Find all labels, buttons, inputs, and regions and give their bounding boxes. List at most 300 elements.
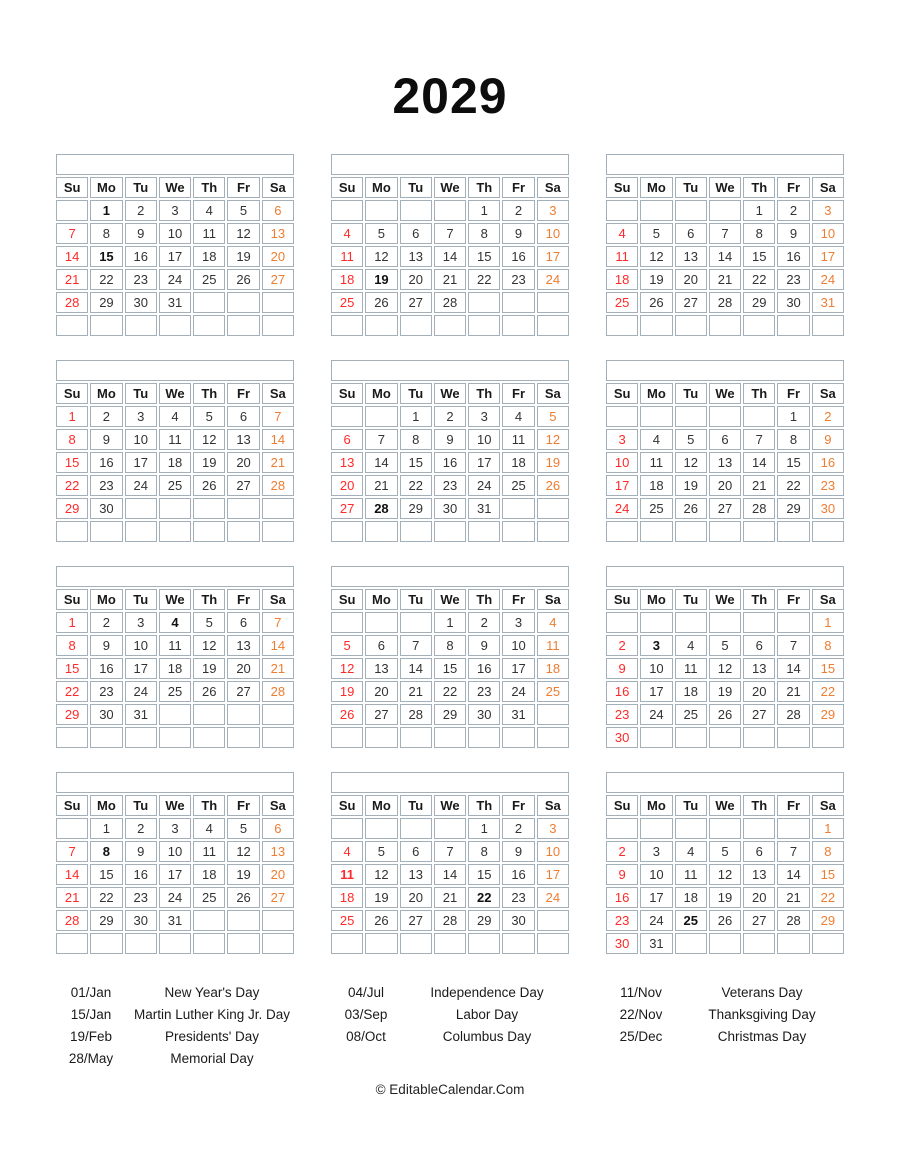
legend-row — [329, 1026, 571, 1048]
week-row — [56, 910, 294, 931]
date-cell: 26 — [227, 269, 259, 290]
day-headers-row — [56, 383, 294, 404]
day-header: Su — [56, 795, 88, 816]
date-cell: 29 — [777, 498, 809, 519]
day-header: Mo — [365, 795, 397, 816]
day-header: We — [709, 177, 741, 198]
empty-cell — [331, 406, 363, 427]
date-cell: 4 — [640, 429, 672, 450]
week-row — [606, 223, 844, 244]
week-row — [331, 704, 569, 725]
week-row — [331, 200, 569, 221]
date-cell: 17 — [502, 658, 534, 679]
date-cell: 12 — [193, 635, 225, 656]
week-row — [331, 292, 569, 313]
empty-cell — [365, 200, 397, 221]
date-cell: 5 — [193, 406, 225, 427]
empty-cell — [365, 818, 397, 839]
empty-cell — [159, 521, 191, 542]
empty-cell — [125, 315, 157, 336]
empty-cell — [502, 933, 534, 954]
week-row — [331, 406, 569, 427]
date-cell: 27 — [331, 498, 363, 519]
date-cell: 23 — [125, 269, 157, 290]
date-cell: 16 — [606, 887, 638, 908]
date-cell: 26 — [640, 292, 672, 313]
day-header: We — [434, 589, 466, 610]
date-cell: 22 — [812, 681, 844, 702]
month-dates — [56, 406, 294, 542]
week-row — [56, 246, 294, 267]
empty-cell — [812, 315, 844, 336]
date-cell: 1 — [434, 612, 466, 633]
date-cell: 20 — [400, 269, 432, 290]
date-cell: 6 — [709, 429, 741, 450]
empty-cell — [331, 933, 363, 954]
legend-holiday-name: Memorial Day — [170, 1051, 254, 1066]
week-row — [331, 246, 569, 267]
date-cell: 1 — [743, 200, 775, 221]
date-cell: 30 — [125, 910, 157, 931]
date-cell: 24 — [812, 269, 844, 290]
week-row — [606, 452, 844, 473]
empty-cell — [434, 521, 466, 542]
empty-cell — [468, 315, 500, 336]
empty-cell — [193, 727, 225, 748]
empty-cell — [125, 498, 157, 519]
date-cell: 6 — [331, 429, 363, 450]
date-cell: 12 — [331, 658, 363, 679]
legend-holiday-name: Christmas Day — [717, 1029, 807, 1044]
empty-cell — [227, 727, 259, 748]
date-cell: 26 — [331, 704, 363, 725]
empty-cell — [434, 818, 466, 839]
empty-cell — [537, 292, 569, 313]
date-cell: 30 — [606, 933, 638, 954]
empty-cell — [400, 933, 432, 954]
date-cell: 6 — [400, 223, 432, 244]
date-cell: 3 — [125, 612, 157, 633]
week-row — [56, 727, 294, 748]
date-cell: 19 — [227, 246, 259, 267]
date-cell: 15 — [434, 658, 466, 679]
week-row — [606, 864, 844, 885]
empty-cell — [331, 315, 363, 336]
date-cell: 26 — [193, 475, 225, 496]
day-header: Mo — [365, 589, 397, 610]
week-row — [331, 635, 569, 656]
day-header: Fr — [227, 795, 259, 816]
months-grid — [54, 152, 846, 956]
day-headers-row — [56, 177, 294, 198]
date-cell: 11 — [606, 246, 638, 267]
week-row — [331, 658, 569, 679]
empty-cell — [675, 933, 707, 954]
week-row — [606, 475, 844, 496]
day-header: Sa — [812, 383, 844, 404]
date-cell: 7 — [709, 223, 741, 244]
date-cell: 5 — [537, 406, 569, 427]
day-header: Th — [743, 795, 775, 816]
date-cell: 16 — [434, 452, 466, 473]
day-header: Fr — [502, 383, 534, 404]
date-cell: 27 — [400, 910, 432, 931]
empty-cell — [331, 521, 363, 542]
date-cell: 24 — [537, 269, 569, 290]
date-cell: 23 — [90, 475, 122, 496]
week-row — [56, 292, 294, 313]
legend-column — [54, 982, 296, 1070]
date-cell: 13 — [262, 841, 294, 862]
date-cell: 13 — [227, 429, 259, 450]
day-header: Mo — [365, 177, 397, 198]
date-cell: 14 — [262, 635, 294, 656]
date-cell: 9 — [125, 841, 157, 862]
date-cell: 11 — [537, 635, 569, 656]
empty-cell — [159, 933, 191, 954]
date-cell: 27 — [743, 704, 775, 725]
empty-cell — [502, 292, 534, 313]
date-cell: 2 — [777, 200, 809, 221]
empty-cell — [227, 315, 259, 336]
date-cell: 14 — [777, 658, 809, 679]
week-row — [606, 612, 844, 633]
day-header: Tu — [125, 589, 157, 610]
date-cell: 6 — [743, 635, 775, 656]
day-header: Tu — [125, 795, 157, 816]
empty-cell — [777, 612, 809, 633]
legend-row — [54, 1048, 296, 1070]
date-cell: 23 — [502, 887, 534, 908]
week-row — [56, 498, 294, 519]
date-cell: 6 — [262, 200, 294, 221]
date-cell: 25 — [159, 681, 191, 702]
month-dates — [331, 406, 569, 542]
date-cell: 4 — [159, 406, 191, 427]
date-cell: 6 — [675, 223, 707, 244]
date-cell: 20 — [675, 269, 707, 290]
date-cell: 1 — [812, 818, 844, 839]
holiday-legend — [54, 982, 846, 1070]
date-cell: 7 — [262, 406, 294, 427]
month-header: SEPTEMBER — [606, 566, 844, 587]
date-cell: 15 — [468, 246, 500, 267]
empty-cell — [90, 933, 122, 954]
empty-cell — [709, 727, 741, 748]
date-cell: 3 — [125, 406, 157, 427]
date-cell: 3 — [159, 818, 191, 839]
week-row — [56, 841, 294, 862]
date-cell: 18 — [675, 681, 707, 702]
legend-holiday-name: New Year's Day — [164, 985, 260, 1000]
day-header: Su — [606, 383, 638, 404]
empty-cell — [812, 727, 844, 748]
empty-cell — [125, 933, 157, 954]
date-cell: 19 — [193, 658, 225, 679]
date-cell: 8 — [812, 635, 844, 656]
date-cell: 19 — [331, 681, 363, 702]
date-cell: 25 — [675, 704, 707, 725]
date-cell: 21 — [777, 887, 809, 908]
day-header: Sa — [537, 383, 569, 404]
date-cell: 16 — [125, 864, 157, 885]
week-row — [331, 727, 569, 748]
empty-cell — [90, 521, 122, 542]
date-cell: 22 — [56, 475, 88, 496]
date-cell: 22 — [90, 269, 122, 290]
empty-cell — [227, 933, 259, 954]
date-cell: 13 — [743, 658, 775, 679]
empty-cell — [125, 727, 157, 748]
month-calendar — [54, 770, 296, 956]
date-cell: 12 — [227, 841, 259, 862]
date-cell: 11 — [193, 841, 225, 862]
day-header: Tu — [675, 795, 707, 816]
date-cell: 20 — [331, 475, 363, 496]
empty-cell — [365, 727, 397, 748]
week-row — [606, 521, 844, 542]
date-cell: 26 — [193, 681, 225, 702]
date-cell: 9 — [812, 429, 844, 450]
empty-cell — [743, 933, 775, 954]
empty-cell — [640, 727, 672, 748]
week-row — [606, 681, 844, 702]
empty-cell — [675, 315, 707, 336]
date-cell: 2 — [468, 612, 500, 633]
date-cell: 23 — [812, 475, 844, 496]
date-cell: 10 — [812, 223, 844, 244]
date-cell: 26 — [227, 887, 259, 908]
date-cell: 9 — [90, 429, 122, 450]
date-cell: 2 — [434, 406, 466, 427]
date-cell: 17 — [606, 475, 638, 496]
date-cell: 11 — [675, 864, 707, 885]
date-cell: 15 — [812, 864, 844, 885]
legend-row — [54, 982, 296, 1004]
date-cell: 18 — [331, 887, 363, 908]
empty-cell — [125, 521, 157, 542]
legend-holiday-date: 25/Dec — [619, 1029, 663, 1044]
empty-cell — [709, 612, 741, 633]
holiday-date-cell: 11 — [331, 864, 363, 885]
empty-cell — [537, 315, 569, 336]
date-cell: 12 — [675, 452, 707, 473]
date-cell: 7 — [434, 223, 466, 244]
week-row — [606, 429, 844, 450]
empty-cell — [640, 315, 672, 336]
date-cell: 7 — [262, 612, 294, 633]
empty-cell — [159, 727, 191, 748]
date-cell: 16 — [125, 246, 157, 267]
date-cell: 17 — [125, 452, 157, 473]
date-cell: 12 — [365, 246, 397, 267]
date-cell: 25 — [640, 498, 672, 519]
date-cell: 7 — [777, 841, 809, 862]
date-cell: 17 — [537, 864, 569, 885]
day-header: Fr — [227, 177, 259, 198]
date-cell: 12 — [709, 864, 741, 885]
legend-holiday-name: Thanksgiving Day — [708, 1007, 816, 1022]
empty-cell — [193, 498, 225, 519]
empty-cell — [331, 727, 363, 748]
date-cell: 4 — [331, 223, 363, 244]
date-cell: 11 — [331, 246, 363, 267]
day-header: Fr — [777, 795, 809, 816]
empty-cell — [90, 315, 122, 336]
date-cell: 24 — [159, 269, 191, 290]
day-header: Su — [606, 795, 638, 816]
legend-row — [604, 1004, 846, 1026]
date-cell: 18 — [537, 658, 569, 679]
empty-cell — [640, 200, 672, 221]
date-cell: 17 — [640, 887, 672, 908]
day-header: Fr — [777, 177, 809, 198]
month-calendar — [329, 152, 571, 338]
date-cell: 27 — [262, 269, 294, 290]
month-header: JANUARY — [56, 154, 294, 175]
date-cell: 31 — [159, 292, 191, 313]
date-cell: 31 — [125, 704, 157, 725]
empty-cell — [400, 315, 432, 336]
week-row — [331, 223, 569, 244]
date-cell: 28 — [56, 910, 88, 931]
date-cell: 15 — [56, 658, 88, 679]
date-cell: 5 — [675, 429, 707, 450]
date-cell: 24 — [640, 910, 672, 931]
date-cell: 8 — [56, 635, 88, 656]
empty-cell — [193, 521, 225, 542]
day-header: Fr — [227, 589, 259, 610]
date-cell: 18 — [675, 887, 707, 908]
day-header: Sa — [537, 177, 569, 198]
day-header: Fr — [502, 795, 534, 816]
date-cell: 14 — [777, 864, 809, 885]
week-row — [606, 292, 844, 313]
date-cell: 10 — [468, 429, 500, 450]
month-calendar — [604, 152, 846, 338]
month-dates — [331, 200, 569, 336]
date-cell: 9 — [434, 429, 466, 450]
week-row — [331, 475, 569, 496]
empty-cell — [777, 315, 809, 336]
empty-cell — [777, 818, 809, 839]
date-cell: 10 — [502, 635, 534, 656]
date-cell: 6 — [262, 818, 294, 839]
date-cell: 11 — [159, 635, 191, 656]
day-header: We — [709, 589, 741, 610]
empty-cell — [709, 933, 741, 954]
week-row — [56, 452, 294, 473]
week-row — [606, 727, 844, 748]
date-cell: 29 — [468, 910, 500, 931]
empty-cell — [262, 315, 294, 336]
date-cell: 6 — [365, 635, 397, 656]
date-cell: 4 — [502, 406, 534, 427]
day-header: Sa — [812, 589, 844, 610]
date-cell: 31 — [502, 704, 534, 725]
month-header: JUNE — [606, 360, 844, 381]
date-cell: 23 — [606, 704, 638, 725]
date-cell: 19 — [227, 864, 259, 885]
date-cell: 4 — [193, 200, 225, 221]
week-row — [331, 269, 569, 290]
empty-cell — [709, 200, 741, 221]
date-cell: 21 — [365, 475, 397, 496]
date-cell: 21 — [434, 269, 466, 290]
date-cell: 9 — [777, 223, 809, 244]
date-cell: 13 — [400, 864, 432, 885]
week-row — [331, 887, 569, 908]
date-cell: 3 — [537, 200, 569, 221]
empty-cell — [502, 727, 534, 748]
legend-row — [604, 982, 846, 1004]
month-header: NOVEMBER — [331, 772, 569, 793]
empty-cell — [331, 612, 363, 633]
month-header: MARCH — [606, 154, 844, 175]
day-header: Fr — [777, 383, 809, 404]
date-cell: 28 — [262, 681, 294, 702]
day-header: Sa — [262, 795, 294, 816]
empty-cell — [400, 818, 432, 839]
date-cell: 27 — [262, 887, 294, 908]
week-row — [331, 841, 569, 862]
empty-cell — [365, 521, 397, 542]
date-cell: 24 — [159, 887, 191, 908]
date-cell: 3 — [537, 818, 569, 839]
week-row — [56, 200, 294, 221]
date-cell: 14 — [743, 452, 775, 473]
day-header: Th — [468, 383, 500, 404]
date-cell: 12 — [193, 429, 225, 450]
empty-cell — [606, 200, 638, 221]
date-cell: 30 — [777, 292, 809, 313]
empty-cell — [709, 406, 741, 427]
date-cell: 2 — [606, 635, 638, 656]
week-row — [331, 818, 569, 839]
date-cell: 28 — [400, 704, 432, 725]
date-cell: 19 — [365, 887, 397, 908]
date-cell: 28 — [777, 704, 809, 725]
date-cell: 3 — [159, 200, 191, 221]
week-row — [606, 910, 844, 931]
date-cell: 20 — [227, 658, 259, 679]
week-row — [56, 933, 294, 954]
date-cell: 2 — [502, 818, 534, 839]
empty-cell — [537, 704, 569, 725]
date-cell: 2 — [812, 406, 844, 427]
month-header: DECEMBER — [606, 772, 844, 793]
date-cell: 30 — [90, 704, 122, 725]
date-cell: 3 — [640, 841, 672, 862]
date-cell: 18 — [193, 864, 225, 885]
empty-cell — [640, 406, 672, 427]
date-cell: 30 — [606, 727, 638, 748]
empty-cell — [227, 498, 259, 519]
date-cell: 28 — [56, 292, 88, 313]
date-cell: 17 — [159, 246, 191, 267]
date-cell: 9 — [606, 864, 638, 885]
empty-cell — [743, 818, 775, 839]
legend-holiday-date: 11/Nov — [620, 985, 662, 1000]
day-header: We — [434, 383, 466, 404]
legend-holiday-name: Veterans Day — [721, 985, 803, 1000]
date-cell: 29 — [90, 910, 122, 931]
week-row — [606, 200, 844, 221]
empty-cell — [743, 521, 775, 542]
legend-row — [604, 1026, 846, 1048]
week-row — [56, 864, 294, 885]
day-header: Su — [606, 589, 638, 610]
